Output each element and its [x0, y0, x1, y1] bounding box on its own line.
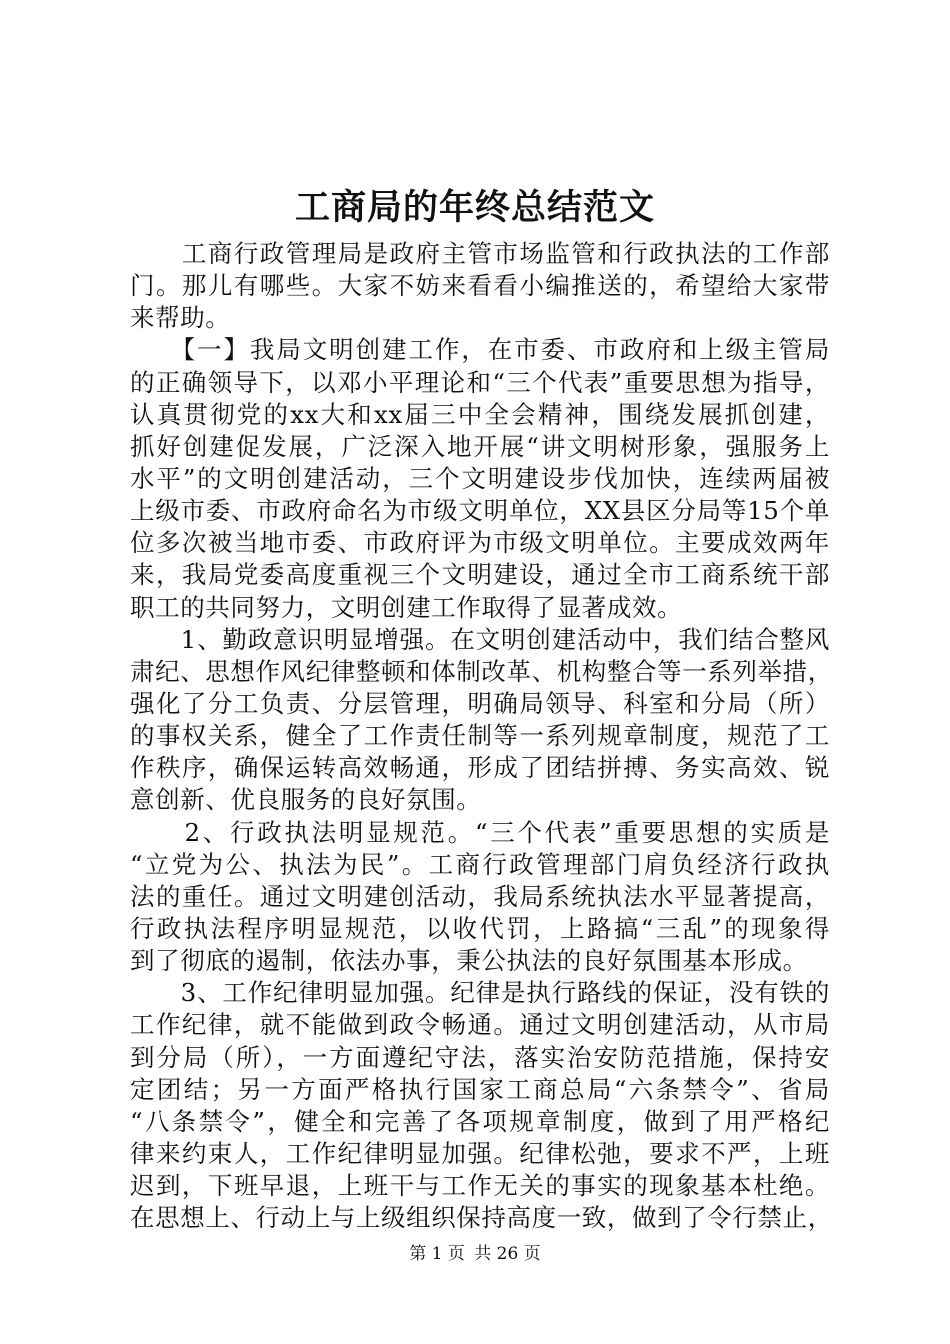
body-line: 作秩序，确保运转高效畅通，形成了团结拼搏、务实高效、锐: [130, 753, 830, 783]
body-line: 抓好创建促发展，广泛深入地开展“讲文明树形象，强服务上: [130, 431, 830, 461]
body-line: 定团结；另一方面严格执行国家工商总局“六条禁令”、省局: [130, 1074, 830, 1104]
body-line: 的事权关系，健全了工作责任制等一系列规章制度，规范了工: [130, 721, 830, 751]
body-line: 1、勤政意识明显增强。在文明创建活动中，我们结合整风: [130, 624, 830, 654]
body-line: 来，我局党委高度重视三个文明建设，通过全市工商系统干部: [130, 560, 830, 590]
body-line: 2、行政执法明显规范。“三个代表”重要思想的实质是: [130, 817, 830, 847]
body-line: 来帮助。: [130, 303, 231, 333]
body-line: 3、工作纪律明显加强。纪律是执行路线的保证，没有铁的: [130, 978, 830, 1008]
page-total: 共 26 页: [474, 1244, 541, 1264]
body-line: 位多次被当地市委、市政府评为市级文明单位。主要成效两年: [130, 528, 830, 558]
body-line: 到了彻底的遏制，依法办事，秉公执法的良好氛围基本形成。: [130, 946, 808, 976]
body-line: 律来约束人，工作纪律明显加强。纪律松弛，要求不严，上班: [130, 1138, 830, 1168]
body-line: 的正确领导下，以邓小平理论和“三个代表”重要思想为指导，: [130, 367, 830, 397]
body-line: “八条禁令”，健全和完善了各项规章制度，做到了用严格纪: [130, 1106, 830, 1136]
page-number: 第 1 页: [409, 1244, 465, 1264]
body-line: 意创新、优良服务的良好氛围。: [130, 785, 482, 815]
page-footer: [0, 1242, 950, 1266]
body-line: 工作纪律，就不能做到政令畅通。通过文明创建活动，从市局: [130, 1010, 830, 1040]
body-line: 职工的共同努力，文明创建工作取得了显著成效。: [130, 592, 683, 622]
body-line: 法的重任。通过文明建创活动，我局系统执法水平显著提高，: [130, 881, 830, 911]
document-body: [130, 238, 833, 1234]
body-line: 肃纪、思想作风纪律整顿和体制改革、机构整合等一系列举措，: [130, 656, 833, 686]
body-line: “立党为公、执法为民”。工商行政管理部门肩负经济行政执: [130, 849, 830, 879]
body-line: 上级市委、市政府命名为市级文明单位，XX县区分局等15个单: [130, 496, 830, 526]
body-line: 工商行政管理局是政府主管市场监管和行政执法的工作部: [130, 239, 830, 268]
body-line: 【一】我局文明创建工作，在市委、市政府和上级主管局: [130, 335, 830, 365]
body-line: 强化了分工负责、分层管理，明确局领导、科室和分局（所）: [130, 688, 830, 718]
body-line: 在思想上、行动上与上级组织保持高度一致，做到了令行禁止，: [130, 1203, 833, 1233]
body-line: 水平”的文明创建活动，三个文明建设步伐加快，连续两届被: [130, 463, 830, 493]
body-line: 到分局（所），一方面遵纪守法，落实治安防范措施，保持安: [130, 1042, 830, 1072]
body-line: 认真贯彻党的xx大和xx届三中全会精神，围绕发展抓创建，: [130, 399, 830, 429]
body-line: 门。那儿有哪些。大家不妨来看看小编推送的，希望给大家带: [130, 271, 830, 301]
body-line: 迟到，下班早退，上班干与工作无关的事实的现象基本杜绝。: [130, 1171, 830, 1201]
document-title: 工商局的年终总结范文: [294, 187, 655, 228]
body-line: 行政执法程序明显规范，以收代罚，上路搞“三乱”的现象得: [130, 913, 830, 943]
